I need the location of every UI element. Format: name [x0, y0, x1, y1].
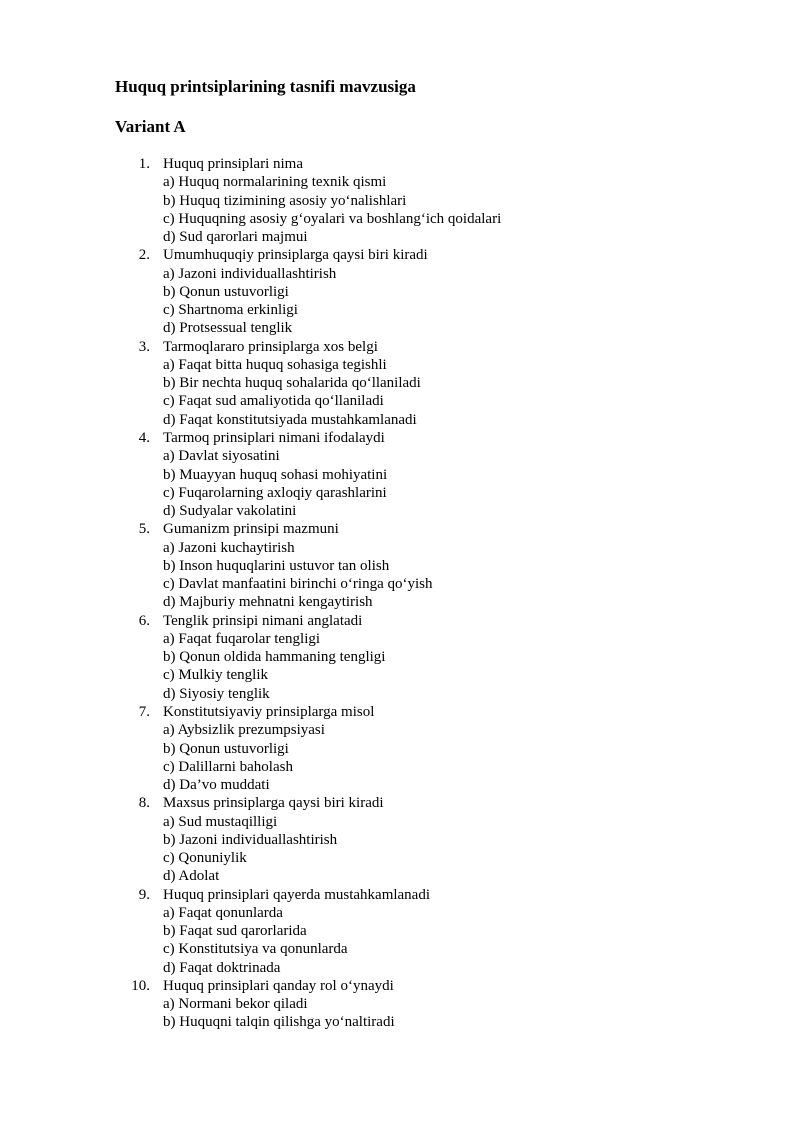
variant-heading: Variant A [115, 117, 186, 136]
question-text: Tarmoq prinsiplari nimani ifodalaydi [163, 429, 385, 446]
question-item [0, 977, 501, 1032]
answer-option: a) Faqat qonunlarda [163, 904, 283, 921]
question-text: Huquq prinsiplari qanday rol o‘ynaydi [163, 977, 394, 994]
answer-option: d) Adolat [163, 868, 220, 885]
question-number: 8. [138, 795, 150, 812]
answer-option: b) Qonun ustuvorligi [163, 740, 289, 757]
question-item [0, 886, 501, 977]
question-number: 6. [138, 612, 150, 629]
question-item [0, 246, 501, 337]
question-text: Maxsus prinsiplarga qaysi biri kiradi [163, 795, 384, 812]
question-list [0, 155, 501, 1032]
question-text: Umumhuquqiy prinsiplarga qaysi biri kiradi [163, 247, 428, 264]
question-text: Tarmoqlararo prinsiplarga xos belgi [163, 338, 378, 355]
answer-option: c) Dalillarni baholash [163, 758, 293, 775]
document-title: Huquq printsiplarining tasnifi mavzusiga [115, 77, 416, 96]
answer-option: a) Davlat siyosatini [163, 448, 280, 465]
answer-option: c) Faqat sud amaliyotida qo‘llaniladi [163, 393, 384, 410]
answer-option: c) Konstitutsiya va qonunlarda [163, 941, 348, 958]
question-item [0, 338, 501, 429]
question-number: 9. [138, 886, 150, 903]
question-item [0, 794, 501, 885]
answer-option: b) Inson huquqlarini ustuvor tan olish [163, 557, 390, 574]
answer-option: c) Davlat manfaatini birinchi o‘ringa qo‘yish [163, 576, 433, 593]
answer-option: b) Qonun ustuvorligi [163, 283, 289, 300]
answer-option: a) Jazoni individuallashtirish [163, 265, 337, 282]
question-item [0, 612, 501, 703]
answer-option: b) Huquq tizimining asosiy yo‘nalishlari [163, 192, 407, 209]
question-text: Gumanizm prinsipi mazmuni [163, 521, 339, 538]
answer-option: b) Qonun oldida hammaning tengligi [163, 649, 386, 666]
answer-option: d) Protsessual tenglik [163, 320, 293, 337]
question-text: Tenglik prinsipi nimani anglatadi [163, 612, 363, 629]
question-number: 1. [138, 156, 150, 172]
question-text: Konstitutsiyaviy prinsiplarga misol [163, 703, 375, 720]
answer-option: a) Aybsizlik prezumpsiyasi [163, 722, 325, 739]
question-text: Huquq prinsiplari qayerda mustahkamlanadi [163, 886, 431, 903]
answer-option: a) Faqat fuqarolar tengligi [163, 630, 321, 647]
answer-option: c) Shartnoma erkinligi [163, 302, 298, 319]
question-item [0, 429, 501, 520]
question-number: 3. [138, 338, 150, 355]
answer-option: a) Huquq normalarining texnik qismi [163, 174, 387, 191]
answer-option: c) Mulkiy tenglik [163, 667, 268, 684]
answer-option: a) Faqat bitta huquq sohasiga tegishli [163, 356, 387, 373]
answer-option: d) Majburiy mehnatni kengaytirish [163, 594, 373, 611]
question-number: 2. [138, 247, 150, 264]
answer-option: b) Jazoni individuallashtirish [163, 831, 338, 848]
question-number: 10. [131, 977, 150, 994]
answer-option: c) Fuqarolarning axloqiy qarashlarini [163, 484, 387, 501]
answer-option: b) Bir nechta huquq sohalarida qo‘llaniladi [163, 375, 421, 392]
question-item [0, 520, 501, 611]
answer-option: d) Sud qarorlari majmui [163, 229, 308, 246]
question-number: 4. [138, 429, 150, 446]
answer-option: d) Sudyalar vakolatini [163, 503, 297, 520]
answer-option: d) Siyosiy tenglik [163, 685, 270, 702]
answer-option: c) Qonuniylik [163, 850, 247, 867]
answer-option: d) Da’vo muddati [163, 777, 270, 794]
question-item [0, 703, 501, 794]
answer-option: a) Sud mustaqilligi [163, 813, 278, 830]
question-number: 7. [138, 703, 150, 720]
answer-option: c) Huquqning asosiy g‘oyalari va boshlang‘ich qoidalari [163, 210, 502, 227]
answer-option: a) Normani bekor qiladi [163, 996, 308, 1013]
answer-option: b) Huquqni talqin qilishga yo‘naltiradi [163, 1014, 395, 1031]
answer-option: d) Faqat doktrinada [163, 959, 281, 976]
question-text: Huquq prinsiplari nima [163, 156, 303, 172]
question-item [0, 155, 501, 246]
answer-option: b) Muayyan huquq sohasi mohiyatini [163, 466, 388, 483]
answer-option: d) Faqat konstitutsiyada mustahkamlanadi [163, 411, 417, 428]
answer-option: b) Faqat sud qarorlarida [163, 923, 307, 940]
question-number: 5. [138, 521, 150, 538]
answer-option: a) Jazoni kuchaytirish [163, 539, 295, 556]
